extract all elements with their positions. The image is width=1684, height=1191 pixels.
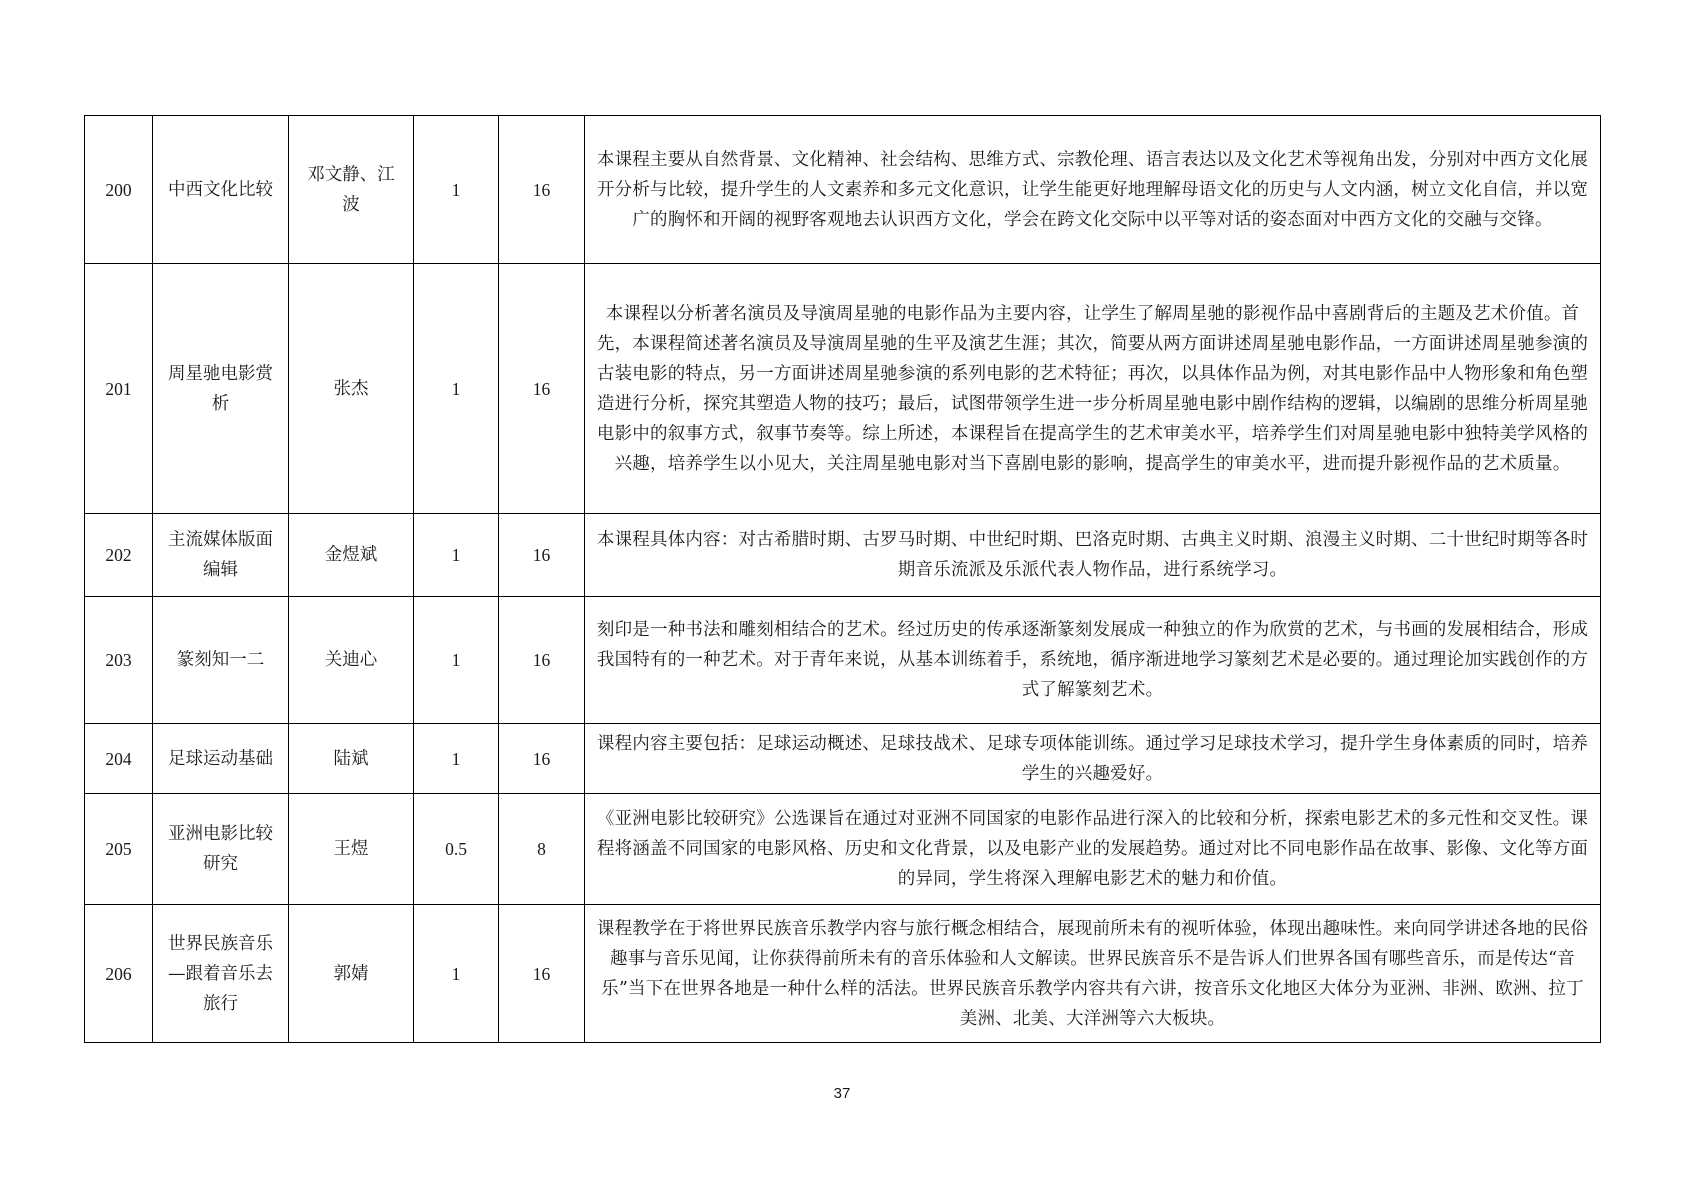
course-description: 刻印是一种书法和雕刻相结合的艺术。经过历史的传承逐渐篆刻发展成一种独立的作为欣赏的艺术，与书画的发展相结合，形成我国特有的一种艺术。对于青年来说，从基本训练着手，系统地，循序渐进地学习篆刻艺术是必要的。通过理论加实践创作的方式了解篆刻艺术。	[585, 597, 1601, 724]
course-table	[84, 115, 1601, 1043]
course-id: 200	[85, 116, 153, 264]
course-description: 本课程以分析著名演员及导演周星驰的电影作品为主要内容，让学生了解周星驰的影视作品中喜剧背后的主题及艺术价值。首先，本课程简述著名演员及导演周星驰的生平及演艺生涯；其次，简要从两方面讲述周星驰电影作品，一方面讲述周星驰参演的古装电影的特点，另一方面讲述周星驰参演的系列电影的艺术特征；再次，以具体作品为例，对其电影作品中人物形象和角色塑造进行分析，探究其塑造人物的技巧；最后，试图带领学生进一步分析周星驰电影中剧作结构的逻辑，以编剧的思维分析周星驰电影中的叙事方式，叙事节奏等。综上所述，本课程旨在提高学生的艺术审美水平，培养学生们对周星驰电影中独特美学风格的兴趣，培养学生以小见大，关注周星驰电影对当下喜剧电影的影响，提高学生的审美水平，进而提升影视作品的艺术质量。	[585, 264, 1601, 514]
course-hours: 16	[499, 597, 585, 724]
table-row	[85, 264, 1601, 514]
course-id: 201	[85, 264, 153, 514]
course-teacher: 张杰	[289, 264, 414, 514]
course-name: 亚洲电影比较研究	[153, 794, 289, 905]
table-row	[85, 794, 1601, 905]
course-description: 本课程具体内容：对古希腊时期、古罗马时期、中世纪时期、巴洛克时期、古典主义时期、浪漫主义时期、二十世纪时期等各时期音乐流派及乐派代表人物作品，进行系统学习。	[585, 514, 1601, 597]
course-teacher: 关迪心	[289, 597, 414, 724]
course-description: 课程教学在于将世界民族音乐教学内容与旅行概念相结合，展现前所未有的视听体验，体现出趣味性。来向同学讲述各地的民俗趣事与音乐见闻，让你获得前所未有的音乐体验和人文解读。世界民族音乐不是告诉人们世界各国有哪些音乐，而是传达“音乐”当下在世界各地是一种什么样的活法。世界民族音乐教学内容共有六讲，按音乐文化地区大体分为亚洲、非洲、欧洲、拉丁美洲、北美、大洋洲等六大板块。	[585, 905, 1601, 1043]
course-id: 203	[85, 597, 153, 724]
course-description: 本课程主要从自然背景、文化精神、社会结构、思维方式、宗教伦理、语言表达以及文化艺术等视角出发，分别对中西方文化展开分析与比较，提升学生的人文素养和多元文化意识，让学生能更好地理解母语文化的历史与人文内涵，树立文化自信，并以宽广的胸怀和开阔的视野客观地去认识西方文化，学会在跨文化交际中以平等对话的姿态面对中西方文化的交融与交锋。	[585, 116, 1601, 264]
course-teacher: 郭婧	[289, 905, 414, 1043]
course-credit: 0.5	[414, 794, 499, 905]
course-hours: 16	[499, 116, 585, 264]
table-row	[85, 597, 1601, 724]
table-row	[85, 116, 1601, 264]
course-credit: 1	[414, 264, 499, 514]
course-name: 篆刻知一二	[153, 597, 289, 724]
course-hours: 16	[499, 514, 585, 597]
course-hours: 16	[499, 724, 585, 794]
table-row	[85, 724, 1601, 794]
course-id: 204	[85, 724, 153, 794]
course-description: 《亚洲电影比较研究》公选课旨在通过对亚洲不同国家的电影作品进行深入的比较和分析，探索电影艺术的多元性和交叉性。课程将涵盖不同国家的电影风格、历史和文化背景，以及电影产业的发展趋势。通过对比不同电影作品在故事、影像、文化等方面的异同，学生将深入理解电影艺术的魅力和价值。	[585, 794, 1601, 905]
course-name: 中西文化比较	[153, 116, 289, 264]
course-id: 202	[85, 514, 153, 597]
course-credit: 1	[414, 116, 499, 264]
course-teacher: 邓文静、江波	[289, 116, 414, 264]
table-row	[85, 905, 1601, 1043]
course-description: 课程内容主要包括：足球运动概述、足球技战术、足球专项体能训练。通过学习足球技术学习，提升学生身体素质的同时，培养学生的兴趣爱好。	[585, 724, 1601, 794]
course-credit: 1	[414, 724, 499, 794]
page-number: 37	[833, 1085, 851, 1102]
course-name: 主流媒体版面编辑	[153, 514, 289, 597]
course-hours: 16	[499, 264, 585, 514]
course-name: 周星驰电影赏析	[153, 264, 289, 514]
course-credit: 1	[414, 597, 499, 724]
course-hours: 16	[499, 905, 585, 1043]
course-teacher: 陆斌	[289, 724, 414, 794]
course-id: 205	[85, 794, 153, 905]
course-teacher: 金煜斌	[289, 514, 414, 597]
course-credit: 1	[414, 514, 499, 597]
course-name: 足球运动基础	[153, 724, 289, 794]
course-name: 世界民族音乐—跟着音乐去旅行	[153, 905, 289, 1043]
course-credit: 1	[414, 905, 499, 1043]
table-row	[85, 514, 1601, 597]
course-teacher: 王煜	[289, 794, 414, 905]
course-hours: 8	[499, 794, 585, 905]
course-id: 206	[85, 905, 153, 1043]
